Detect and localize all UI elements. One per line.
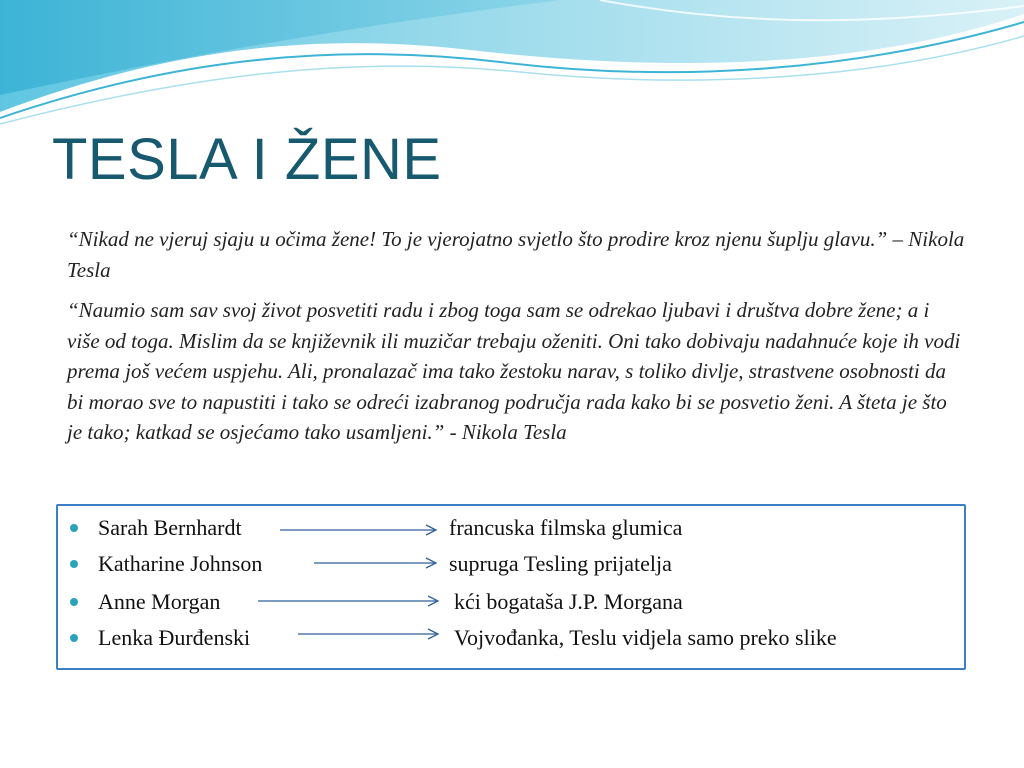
woman-name: Katharine Johnson [98, 551, 263, 576]
slide-title: TESLA I ŽENE [52, 127, 442, 192]
bullet-icon [70, 634, 78, 642]
arrow-right-icon [314, 548, 442, 578]
list-item [58, 512, 964, 542]
woman-description: supruga Tesling prijatelja [449, 551, 672, 576]
arrow-right-icon [258, 586, 444, 616]
woman-name: Lenka Đurđenski [98, 625, 251, 650]
bullet-icon [70, 598, 78, 606]
woman-description: francuska filmska glumica [449, 515, 683, 540]
list-item [58, 548, 964, 578]
quote-2: “Naumio sam sav svoj život posvetiti radu i zbog toga sam se odrekao ljubavi i društva dobre žene; a i više od toga. Mislim da se književnik ili muzičar trebaju oženiti. Oni tako dobivaju nadahnuće koje ih vodi prema još većem uspjehu. Ali, pronalazač ima tako žestoku narav, s toliko divlje, strastvene osobnosti da bi morao sve to napustiti i tako se odreći izabranog područja rada kako bi se posvetio ženi. A šteta je što je tako; katkad se osjećamo tako usamljeni.” - Nikola Tesla [67, 298, 961, 444]
woman-description: kći bogataša J.P. Morgana [454, 589, 683, 614]
header-wave-decoration [0, 0, 1024, 130]
quote-1: “Nikad ne vjeruj sjaju u očima žene! To je vjerojatno svjetlo što prodire kroz njenu šuplju glavu.” – Nikola Tesla [67, 227, 965, 282]
arrow-right-icon [280, 512, 442, 542]
woman-description: Vojvođanka, Teslu vidjela samo preko slike [454, 625, 837, 650]
arrow-right-icon [298, 622, 444, 652]
bullet-icon [70, 524, 78, 532]
list-item [58, 622, 964, 652]
woman-name: Anne Morgan [98, 589, 221, 614]
bullet-icon [70, 560, 78, 568]
woman-name: Sarah Bernhardt [98, 515, 242, 540]
list-item [58, 586, 964, 616]
women-list-box [56, 504, 966, 670]
